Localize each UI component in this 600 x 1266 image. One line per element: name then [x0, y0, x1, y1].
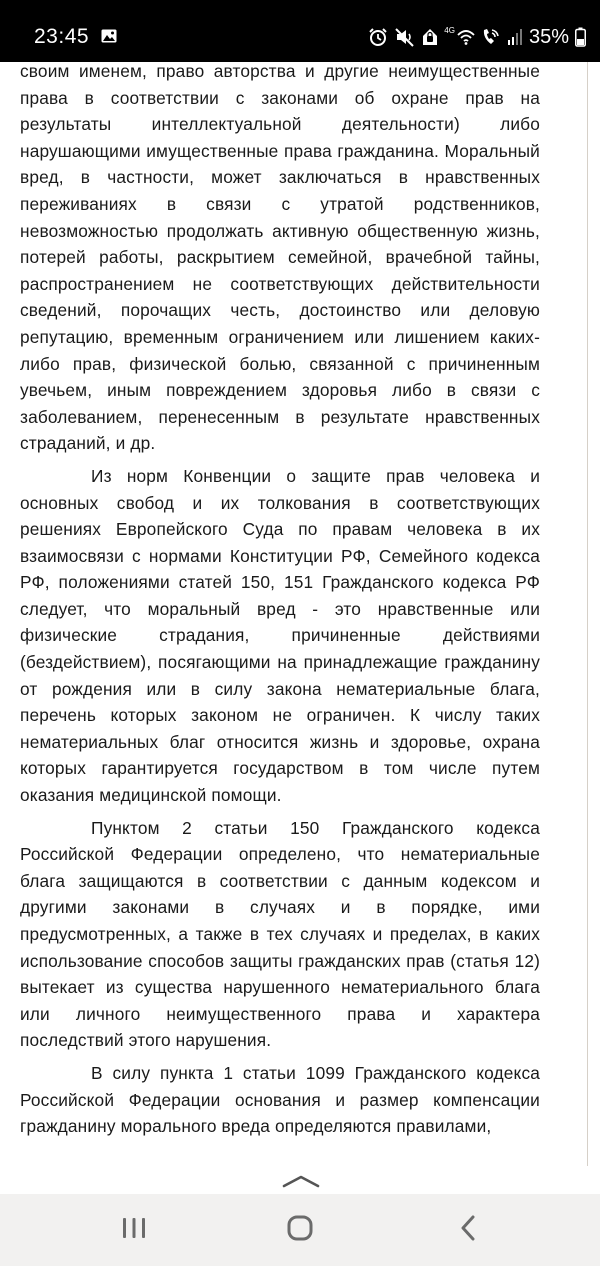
- wifi-calling-icon: [481, 27, 501, 47]
- battery-percent: 35%: [528, 26, 569, 48]
- collapse-bar[interactable]: [0, 1166, 600, 1194]
- navigation-bar: [0, 1194, 600, 1266]
- recent-apps-button[interactable]: [110, 1212, 158, 1248]
- security-icon: [422, 27, 438, 47]
- page-edge: [587, 62, 588, 1166]
- status-time: 23:45: [34, 25, 90, 48]
- status-icons: [368, 24, 586, 50]
- status-bar: [0, 0, 600, 62]
- chevron-up-icon[interactable]: [282, 1174, 320, 1193]
- battery-icon: [575, 27, 586, 47]
- alarm-icon: [368, 27, 388, 47]
- gallery-icon: [101, 29, 117, 43]
- network-type: 4G: [444, 26, 455, 35]
- paragraph-1: своим именем, право авторства и другие неимущественные права в соответствии с законами об охране прав на результаты интеллектуальной деятельности) либо нарушающими имущественные права гражданина. Моральный вред, в частности, может заключаться в нравственных переживаниях в связи с утратой родственников, невозможностью продолжать активную общественную жизнь, потерей работы, раскрытием семейной, врачебной тайны, распространением не соответствующих действительности сведений, порочащих честь, достоинство или деловую репутацию, временным ограничением или лишением каких-либо прав, физической болью, связанной с причиненным увечьем, иным повреждением здоровья либо в связи с заболеванием, перенесенным в результате нравственных страданий, и др.: [20, 62, 540, 454]
- recent-apps-icon: [121, 1216, 147, 1245]
- back-icon: [459, 1215, 477, 1246]
- paragraph-4: В силу пункта 1 статьи 1099 Гражданского кодекса Российской Федерации основания и размер компенсации гражданину морального вреда определяются правилами,: [20, 1062, 540, 1137]
- document-text: [20, 62, 540, 1146]
- wifi-icon: [457, 28, 475, 46]
- home-button[interactable]: [276, 1212, 324, 1248]
- home-icon: [287, 1215, 313, 1246]
- paragraph-2: Из норм Конвенции о защите прав человека и основных свобод и их толкования в соответствующих решениях Европейского Суда по правам человека в их взаимосвязи с нормами Конституции РФ, Семейного кодекса РФ, положениями статей 150, 151 Гражданского кодекса РФ следует, что моральный вред - это нравственные или физические страдания, причиненные действиями (бездействием), посягающими на принадлежащие гражданину от рождения или в силу закона нематериальные блага, перечень которых законом не ограничен. К числу таких нематериальных благ относится жизнь и здоровье, охрана которых гарантируется государством в том числе путем оказания медицинской помощи.: [20, 465, 540, 806]
- paragraph-3: Пунктом 2 статьи 150 Гражданского кодекса Российской Федерации определено, что нематериальные блага защищаются в соответствии с данным кодексом и другими законами в случаях и в порядке, ими предусмотренных, а также в тех случаях и пределах, в каких использование способов защиты гражданских прав (статья 12) вытекает из существа нарушенного нематериального блага или личного неимущественного права и характера последствий этого нарушения.: [20, 817, 540, 1051]
- signal-icon: [507, 28, 523, 46]
- mute-icon: [394, 27, 416, 47]
- back-button[interactable]: [444, 1212, 492, 1248]
- document-view[interactable]: [0, 62, 600, 1166]
